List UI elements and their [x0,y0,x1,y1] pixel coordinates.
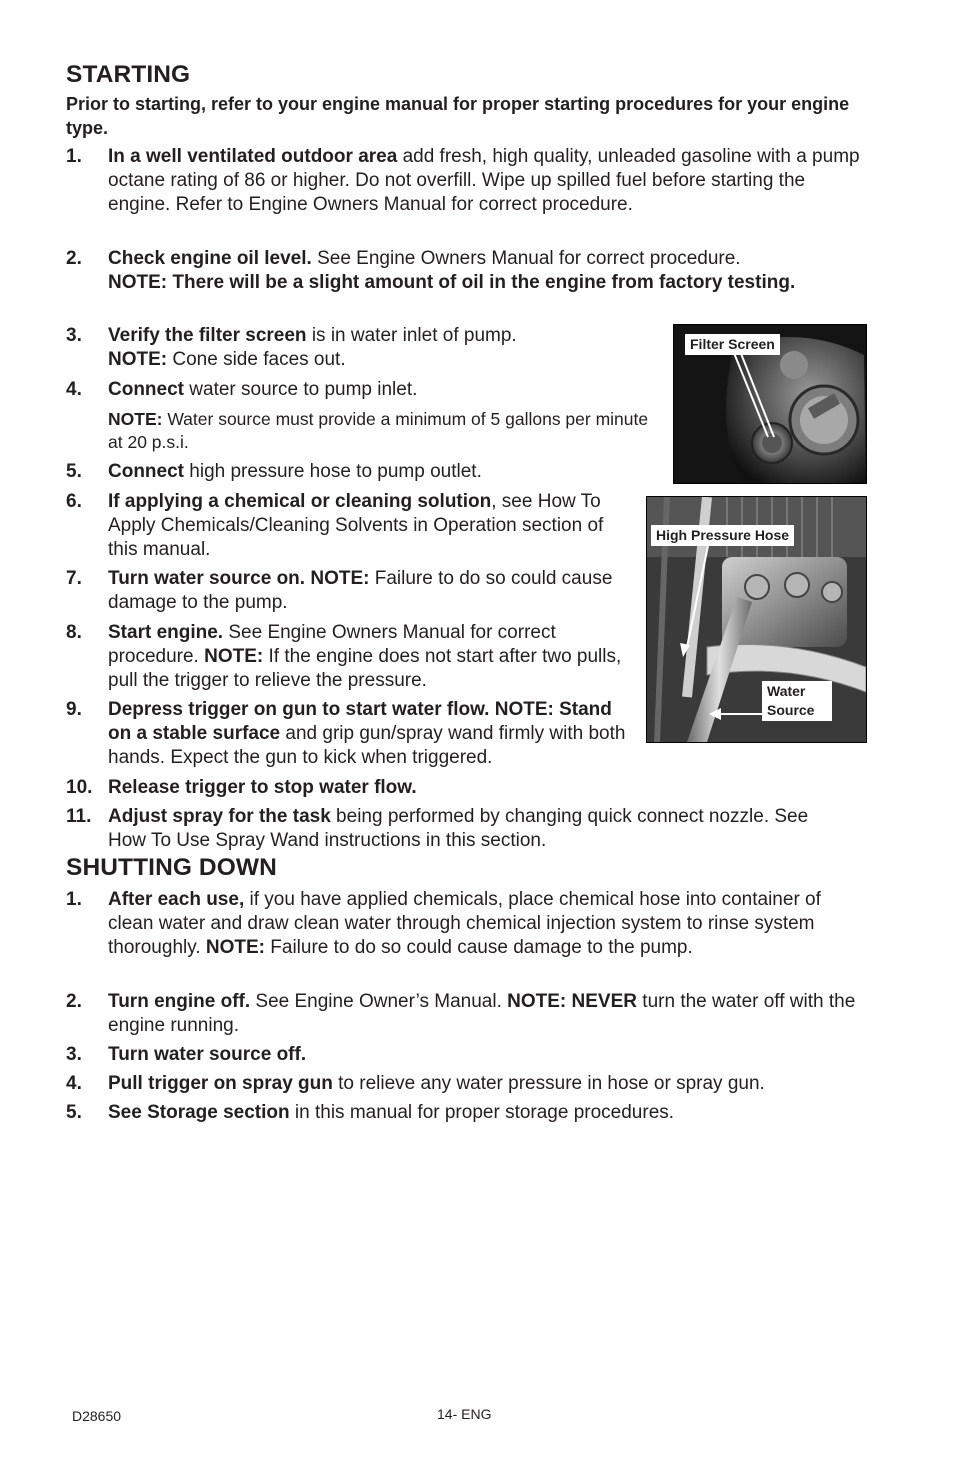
step-note: Cone side faces out. [167,349,346,370]
step-text: to relieve any water pressure in hose or spray gun. [332,1073,765,1094]
step-number: 5. [66,1102,82,1123]
step-lead: Verify the filter screen [108,325,307,346]
step-4 [66,378,656,454]
step-number: 4. [66,379,82,400]
step-number: 11. [66,806,92,827]
step-text: and grip gun/spray wand firmly with both hands. Expect the gun to kick when triggered. [108,723,626,768]
step-number: 2. [66,248,82,269]
step-8 [66,621,636,693]
step-note: Water source must provide a minimum of 5 gallons per minute at 20 p.s.i. [108,409,649,452]
step-number: 9. [66,699,82,720]
model-number: D28650 [72,1408,122,1424]
step-lead: Connect [108,461,184,482]
step-number: 3. [66,325,82,346]
step-note-label: NOTE: [108,349,168,370]
step-lead: Pull trigger on spray gun [108,1073,333,1094]
step-note: Failure to do so could cause damage to the pump. [265,937,693,958]
step-text: is in water inlet of pump. [306,325,517,346]
page-number: 14- ENG [437,1406,492,1422]
shutdown-step-1 [66,888,866,960]
step-note: NOTE: There will be a slight amount of oil in the engine from factory testing. [108,272,796,293]
step-lead: Depress trigger on gun to start water flow. NOTE: Stand on a stable surface [108,699,612,744]
step-lead: Turn water source off. [108,1044,307,1065]
step-lead: If applying a chemical or cleaning solution [108,491,492,512]
step-number: 4. [66,1073,82,1094]
step-6 [66,490,606,562]
step-10 [66,776,866,800]
step-text: water source to pump inlet. [184,379,418,400]
step-text: Failure to do so could cause damage to the pump. [108,568,613,613]
step-11 [66,805,826,853]
pump-photo [646,496,867,743]
step-note-label: NOTE: [205,937,265,958]
step-lead: Adjust spray for the task [108,806,331,827]
shutdown-step-5 [66,1101,866,1125]
step-lead: Check engine oil level. [108,248,312,269]
step-note-label: NOTE: NEVER [507,991,638,1012]
step-7 [66,567,636,615]
water-source-label: Water Source [762,681,832,721]
starting-intro: Prior to starting, refer to your engine manual for proper starting procedures for your engine type. [66,94,850,138]
step-text: if you have applied chemicals, place chemical hose into container of clean water and draw clean water through chemical injection system to rinse system thoroughly. [108,889,821,958]
step-note-label: NOTE: [204,646,264,667]
step-number: 7. [66,568,82,589]
starting-heading: STARTING [66,61,191,88]
step-lead: Start engine. [108,622,224,643]
step-text: being performed by changing quick connect nozzle. See How To Use Spray Wand instructions in this section. [108,806,809,851]
step-number: 8. [66,622,82,643]
step-number: 5. [66,461,82,482]
shutdown-step-2 [66,990,866,1038]
step-text: See Engine Owners Manual for correct procedure. [311,248,741,269]
step-lead: See Storage section [108,1102,290,1123]
shutdown-step-4 [66,1072,886,1096]
step-number: 2. [66,991,82,1012]
step-lead: After each use, [108,889,245,910]
step-2 [66,247,866,295]
step-number: 10. [66,777,93,798]
step-note: turn the water off with the engine running. [108,991,856,1036]
step-note-label: NOTE: [108,409,163,429]
step-text: See Engine Owner’s Manual. [250,991,508,1012]
step-text: high pressure hose to pump outlet. [184,461,482,482]
step-lead: Turn engine off. [108,991,251,1012]
step-number: 1. [66,889,82,910]
high-pressure-hose-label: High Pressure Hose [651,525,794,546]
shutting-down-heading: SHUTTING DOWN [66,854,277,881]
step-lead: Release trigger to stop water flow. [108,777,417,798]
step-lead: In a well ventilated outdoor area [108,146,398,167]
shutdown-step-3 [66,1043,866,1067]
step-text: add fresh, high quality, unleaded gasoline with a pump octane rating of 86 or higher. Do not overfill. Wipe up spilled fuel before starting the engine. Refer to Engine Owners Manual for correct procedure. [108,146,860,215]
step-lead: Connect [108,379,184,400]
step-5 [66,460,646,484]
step-3 [66,324,646,372]
step-note: If the engine does not start after two pulls, pull the trigger to relieve the pressure. [108,646,622,691]
filter-screen-photo [673,324,867,484]
step-text: , see How To Apply Chemicals/Cleaning Solvents in Operation section of this manual. [108,491,604,560]
step-text: See Engine Owners Manual for correct procedure. [108,622,556,667]
step-number: 1. [66,146,82,167]
step-lead: Turn water source on. NOTE: [108,568,370,589]
step-number: 3. [66,1044,82,1065]
step-9 [66,698,746,770]
step-text: in this manual for proper storage procedures. [289,1102,675,1123]
step-1 [66,145,866,217]
filter-screen-label: Filter Screen [685,334,780,355]
step-number: 6. [66,491,82,512]
